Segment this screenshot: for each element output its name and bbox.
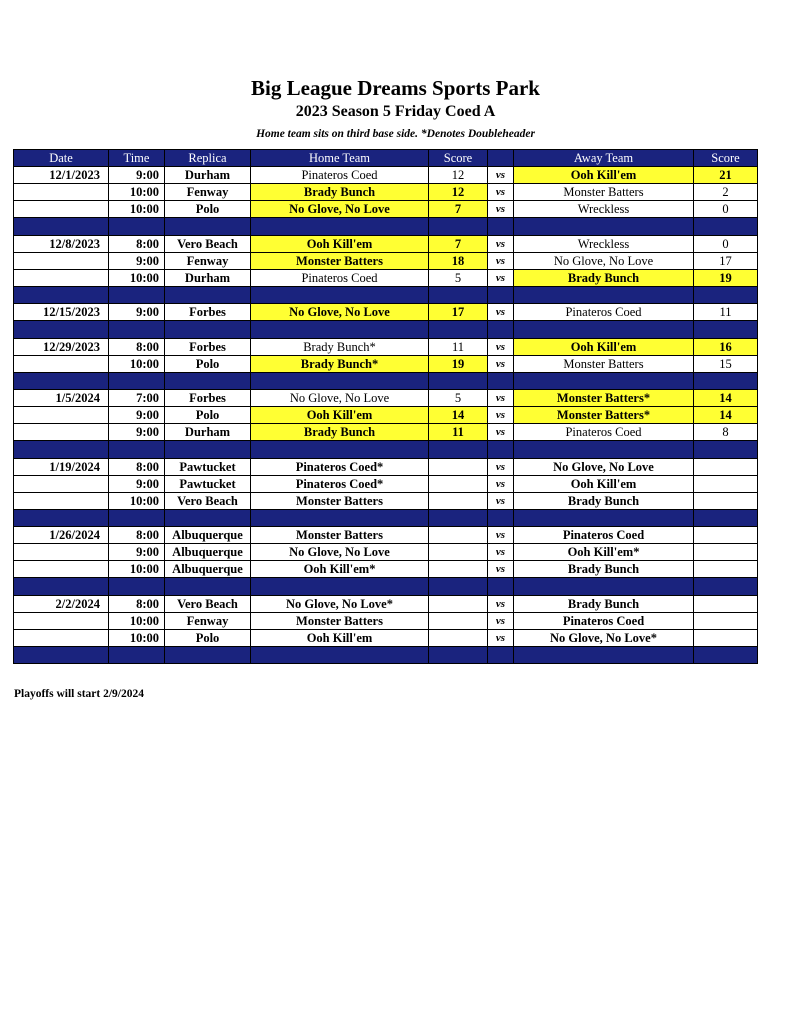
away-score xyxy=(694,458,758,475)
game-time: 10:00 xyxy=(109,269,165,286)
game-date xyxy=(14,561,109,578)
separator-cell xyxy=(109,218,165,236)
col-date-header: Date xyxy=(14,150,109,167)
separator-cell xyxy=(514,578,694,596)
separator-cell xyxy=(14,286,109,304)
away-score: 8 xyxy=(694,424,758,441)
game-date xyxy=(14,475,109,492)
home-team: Ooh Kill'em xyxy=(251,235,429,252)
separator-cell xyxy=(694,441,758,459)
home-score: 7 xyxy=(429,235,488,252)
game-date: 12/8/2023 xyxy=(14,235,109,252)
away-score xyxy=(694,527,758,544)
away-score xyxy=(694,561,758,578)
page-title: Big League Dreams Sports Park xyxy=(251,76,540,100)
separator-cell xyxy=(14,441,109,459)
separator-cell xyxy=(429,372,488,390)
separator-cell xyxy=(488,321,514,339)
separator-cell xyxy=(251,218,429,236)
game-row xyxy=(14,338,758,355)
game-date xyxy=(14,201,109,218)
game-time: 9:00 xyxy=(109,424,165,441)
game-date: 1/5/2024 xyxy=(14,390,109,407)
game-replica-field: Durham xyxy=(165,167,251,184)
away-team: Ooh Kill'em* xyxy=(514,544,694,561)
vs-label: vs xyxy=(488,184,514,201)
away-score: 17 xyxy=(694,252,758,269)
separator-cell xyxy=(109,646,165,664)
home-team: No Glove, No Love xyxy=(251,390,429,407)
separator-cell xyxy=(429,578,488,596)
game-date xyxy=(14,407,109,424)
vs-label: vs xyxy=(488,527,514,544)
game-replica-field: Forbes xyxy=(165,304,251,321)
game-time: 8:00 xyxy=(109,235,165,252)
away-team: Monster Batters* xyxy=(514,390,694,407)
separator-cell xyxy=(251,441,429,459)
away-team: Wreckless xyxy=(514,235,694,252)
separator-cell xyxy=(488,286,514,304)
away-score: 19 xyxy=(694,269,758,286)
separator-cell xyxy=(251,646,429,664)
game-replica-field: Albuquerque xyxy=(165,561,251,578)
separator-cell xyxy=(694,646,758,664)
game-row xyxy=(14,390,758,407)
game-date: 12/1/2023 xyxy=(14,167,109,184)
separator-cell xyxy=(429,646,488,664)
away-team: No Glove, No Love xyxy=(514,458,694,475)
home-team: No Glove, No Love xyxy=(251,304,429,321)
separator-cell xyxy=(488,646,514,664)
home-score xyxy=(429,458,488,475)
game-replica-field: Durham xyxy=(165,269,251,286)
game-time: 9:00 xyxy=(109,304,165,321)
week-separator xyxy=(14,286,758,304)
game-row xyxy=(14,424,758,441)
separator-cell xyxy=(14,646,109,664)
away-team: No Glove, No Love* xyxy=(514,629,694,646)
home-team: Pinateros Coed* xyxy=(251,475,429,492)
away-score: 0 xyxy=(694,201,758,218)
home-team: Ooh Kill'em xyxy=(251,407,429,424)
game-time: 10:00 xyxy=(109,355,165,372)
away-team: Brady Bunch xyxy=(514,492,694,509)
home-team-note: Home team sits on third base side. *Denotes Doubleheader xyxy=(256,128,535,140)
week-separator xyxy=(14,578,758,596)
separator-cell xyxy=(109,441,165,459)
home-score xyxy=(429,492,488,509)
game-replica-field: Albuquerque xyxy=(165,544,251,561)
home-score: 14 xyxy=(429,407,488,424)
game-date xyxy=(14,629,109,646)
vs-label: vs xyxy=(488,492,514,509)
game-replica-field: Pawtucket xyxy=(165,475,251,492)
game-replica-field: Fenway xyxy=(165,252,251,269)
game-row xyxy=(14,595,758,612)
game-row xyxy=(14,544,758,561)
home-team: Monster Batters xyxy=(251,527,429,544)
away-score: 16 xyxy=(694,338,758,355)
week-separator xyxy=(14,509,758,527)
vs-label: vs xyxy=(488,355,514,372)
schedule-header-row xyxy=(14,150,758,167)
game-time: 8:00 xyxy=(109,527,165,544)
separator-cell xyxy=(514,509,694,527)
separator-cell xyxy=(109,321,165,339)
vs-label: vs xyxy=(488,612,514,629)
game-row xyxy=(14,304,758,321)
separator-cell xyxy=(429,218,488,236)
separator-cell xyxy=(694,372,758,390)
vs-label: vs xyxy=(488,304,514,321)
game-time: 8:00 xyxy=(109,595,165,612)
game-date: 12/15/2023 xyxy=(14,304,109,321)
game-time: 9:00 xyxy=(109,544,165,561)
separator-cell xyxy=(251,578,429,596)
away-score: 0 xyxy=(694,235,758,252)
separator-cell xyxy=(14,372,109,390)
away-team: Brady Bunch xyxy=(514,269,694,286)
game-time: 10:00 xyxy=(109,561,165,578)
vs-label: vs xyxy=(488,458,514,475)
home-score: 18 xyxy=(429,252,488,269)
home-team: Brady Bunch* xyxy=(251,355,429,372)
vs-label: vs xyxy=(488,390,514,407)
separator-cell xyxy=(109,578,165,596)
col-home-team-header: Home Team xyxy=(251,150,429,167)
game-replica-field: Forbes xyxy=(165,338,251,355)
col-replica-header: Replica xyxy=(165,150,251,167)
separator-cell xyxy=(165,509,251,527)
home-score: 11 xyxy=(429,338,488,355)
vs-label: vs xyxy=(488,252,514,269)
game-time: 10:00 xyxy=(109,629,165,646)
separator-cell xyxy=(694,286,758,304)
separator-cell xyxy=(429,509,488,527)
vs-label: vs xyxy=(488,629,514,646)
game-time: 10:00 xyxy=(109,201,165,218)
home-team: Ooh Kill'em* xyxy=(251,561,429,578)
week-separator xyxy=(14,372,758,390)
col-home-score-header: Score xyxy=(429,150,488,167)
game-date: 1/26/2024 xyxy=(14,527,109,544)
separator-cell xyxy=(429,441,488,459)
game-row xyxy=(14,629,758,646)
game-replica-field: Fenway xyxy=(165,612,251,629)
game-row xyxy=(14,612,758,629)
vs-label: vs xyxy=(488,595,514,612)
col-away-score-header: Score xyxy=(694,150,758,167)
away-score xyxy=(694,629,758,646)
game-time: 8:00 xyxy=(109,458,165,475)
week-separator xyxy=(14,321,758,339)
separator-cell xyxy=(429,286,488,304)
vs-label: vs xyxy=(488,544,514,561)
separator-cell xyxy=(429,321,488,339)
away-team: Ooh Kill'em xyxy=(514,475,694,492)
week-separator xyxy=(14,218,758,236)
home-score xyxy=(429,544,488,561)
away-score: 11 xyxy=(694,304,758,321)
vs-label: vs xyxy=(488,407,514,424)
away-team: Monster Batters* xyxy=(514,407,694,424)
home-score xyxy=(429,595,488,612)
game-date xyxy=(14,612,109,629)
game-row xyxy=(14,201,758,218)
game-replica-field: Forbes xyxy=(165,390,251,407)
home-team: Monster Batters xyxy=(251,492,429,509)
separator-cell xyxy=(251,286,429,304)
game-row xyxy=(14,458,758,475)
separator-cell xyxy=(514,218,694,236)
home-team: Brady Bunch* xyxy=(251,338,429,355)
home-team: Pinateros Coed* xyxy=(251,458,429,475)
game-date xyxy=(14,424,109,441)
separator-cell xyxy=(694,578,758,596)
playoffs-note: Playoffs will start 2/9/2024 xyxy=(14,688,144,700)
home-team: Monster Batters xyxy=(251,252,429,269)
home-team: Brady Bunch xyxy=(251,184,429,201)
separator-cell xyxy=(694,321,758,339)
game-replica-field: Polo xyxy=(165,629,251,646)
home-score: 5 xyxy=(429,269,488,286)
game-date xyxy=(14,544,109,561)
game-time: 9:00 xyxy=(109,475,165,492)
home-team: Monster Batters xyxy=(251,612,429,629)
away-team: Pinateros Coed xyxy=(514,304,694,321)
game-row xyxy=(14,235,758,252)
separator-cell xyxy=(165,372,251,390)
game-date: 12/29/2023 xyxy=(14,338,109,355)
separator-cell xyxy=(251,321,429,339)
home-team: Ooh Kill'em xyxy=(251,629,429,646)
separator-cell xyxy=(488,218,514,236)
game-row xyxy=(14,492,758,509)
game-date xyxy=(14,252,109,269)
separator-cell xyxy=(514,646,694,664)
season-subtitle: 2023 Season 5 Friday Coed A xyxy=(295,103,496,120)
week-separator xyxy=(14,441,758,459)
game-time: 10:00 xyxy=(109,184,165,201)
away-team: Monster Batters xyxy=(514,355,694,372)
separator-cell xyxy=(109,372,165,390)
game-row xyxy=(14,475,758,492)
game-date xyxy=(14,492,109,509)
game-time: 7:00 xyxy=(109,390,165,407)
separator-cell xyxy=(514,441,694,459)
game-date xyxy=(14,184,109,201)
home-score: 19 xyxy=(429,355,488,372)
vs-label: vs xyxy=(488,201,514,218)
separator-cell xyxy=(165,646,251,664)
home-score: 12 xyxy=(429,184,488,201)
vs-label: vs xyxy=(488,475,514,492)
separator-cell xyxy=(694,509,758,527)
separator-cell xyxy=(109,509,165,527)
separator-cell xyxy=(165,218,251,236)
game-date: 2/2/2024 xyxy=(14,595,109,612)
away-score xyxy=(694,612,758,629)
separator-cell xyxy=(251,509,429,527)
game-replica-field: Pawtucket xyxy=(165,458,251,475)
vs-label: vs xyxy=(488,424,514,441)
away-score: 21 xyxy=(694,167,758,184)
home-team: Pinateros Coed xyxy=(251,269,429,286)
game-replica-field: Polo xyxy=(165,201,251,218)
game-replica-field: Polo xyxy=(165,355,251,372)
away-score xyxy=(694,492,758,509)
schedule-body xyxy=(14,167,758,664)
home-score: 7 xyxy=(429,201,488,218)
away-team: Pinateros Coed xyxy=(514,527,694,544)
game-replica-field: Polo xyxy=(165,407,251,424)
week-separator xyxy=(14,646,758,664)
game-row xyxy=(14,355,758,372)
home-score xyxy=(429,475,488,492)
game-row xyxy=(14,269,758,286)
home-score: 17 xyxy=(429,304,488,321)
separator-cell xyxy=(165,321,251,339)
home-team: No Glove, No Love xyxy=(251,544,429,561)
col-time-header: Time xyxy=(109,150,165,167)
home-team: No Glove, No Love* xyxy=(251,595,429,612)
game-row xyxy=(14,561,758,578)
home-score: 11 xyxy=(429,424,488,441)
game-row xyxy=(14,167,758,184)
home-score: 5 xyxy=(429,390,488,407)
game-replica-field: Fenway xyxy=(165,184,251,201)
separator-cell xyxy=(14,321,109,339)
game-replica-field: Vero Beach xyxy=(165,595,251,612)
game-date xyxy=(14,355,109,372)
home-team: Brady Bunch xyxy=(251,424,429,441)
game-time: 9:00 xyxy=(109,167,165,184)
away-score: 14 xyxy=(694,407,758,424)
vs-label: vs xyxy=(488,269,514,286)
home-score xyxy=(429,561,488,578)
away-team: Wreckless xyxy=(514,201,694,218)
game-time: 8:00 xyxy=(109,338,165,355)
away-team: Pinateros Coed xyxy=(514,612,694,629)
game-time: 9:00 xyxy=(109,252,165,269)
game-date: 1/19/2024 xyxy=(14,458,109,475)
away-score: 2 xyxy=(694,184,758,201)
schedule-table xyxy=(13,149,758,664)
separator-cell xyxy=(694,218,758,236)
separator-cell xyxy=(488,578,514,596)
game-row xyxy=(14,184,758,201)
game-replica-field: Vero Beach xyxy=(165,492,251,509)
away-team: No Glove, No Love xyxy=(514,252,694,269)
game-replica-field: Albuquerque xyxy=(165,527,251,544)
game-time: 9:00 xyxy=(109,407,165,424)
away-score: 14 xyxy=(694,390,758,407)
home-team: No Glove, No Love xyxy=(251,201,429,218)
separator-cell xyxy=(14,578,109,596)
separator-cell xyxy=(488,441,514,459)
away-team: Ooh Kill'em xyxy=(514,167,694,184)
game-row xyxy=(14,527,758,544)
separator-cell xyxy=(14,509,109,527)
vs-label: vs xyxy=(488,338,514,355)
game-time: 10:00 xyxy=(109,612,165,629)
separator-cell xyxy=(488,509,514,527)
separator-cell xyxy=(14,218,109,236)
game-row xyxy=(14,252,758,269)
separator-cell xyxy=(514,321,694,339)
separator-cell xyxy=(165,286,251,304)
game-row xyxy=(14,407,758,424)
separator-cell xyxy=(488,372,514,390)
separator-cell xyxy=(514,286,694,304)
separator-cell xyxy=(165,578,251,596)
game-time: 10:00 xyxy=(109,492,165,509)
away-team: Pinateros Coed xyxy=(514,424,694,441)
home-score xyxy=(429,612,488,629)
game-date xyxy=(14,269,109,286)
vs-label: vs xyxy=(488,561,514,578)
separator-cell xyxy=(514,372,694,390)
separator-cell xyxy=(251,372,429,390)
away-score xyxy=(694,595,758,612)
away-score xyxy=(694,475,758,492)
home-score: 12 xyxy=(429,167,488,184)
home-score xyxy=(429,527,488,544)
away-team: Ooh Kill'em xyxy=(514,338,694,355)
home-team: Pinateros Coed xyxy=(251,167,429,184)
col-away-team-header: Away Team xyxy=(514,150,694,167)
separator-cell xyxy=(165,441,251,459)
col-vs-header xyxy=(488,150,514,167)
vs-label: vs xyxy=(488,167,514,184)
game-replica-field: Vero Beach xyxy=(165,235,251,252)
home-score xyxy=(429,629,488,646)
away-team: Monster Batters xyxy=(514,184,694,201)
vs-label: vs xyxy=(488,235,514,252)
away-score: 15 xyxy=(694,355,758,372)
away-team: Brady Bunch xyxy=(514,595,694,612)
away-score xyxy=(694,544,758,561)
separator-cell xyxy=(109,286,165,304)
game-replica-field: Durham xyxy=(165,424,251,441)
away-team: Brady Bunch xyxy=(514,561,694,578)
